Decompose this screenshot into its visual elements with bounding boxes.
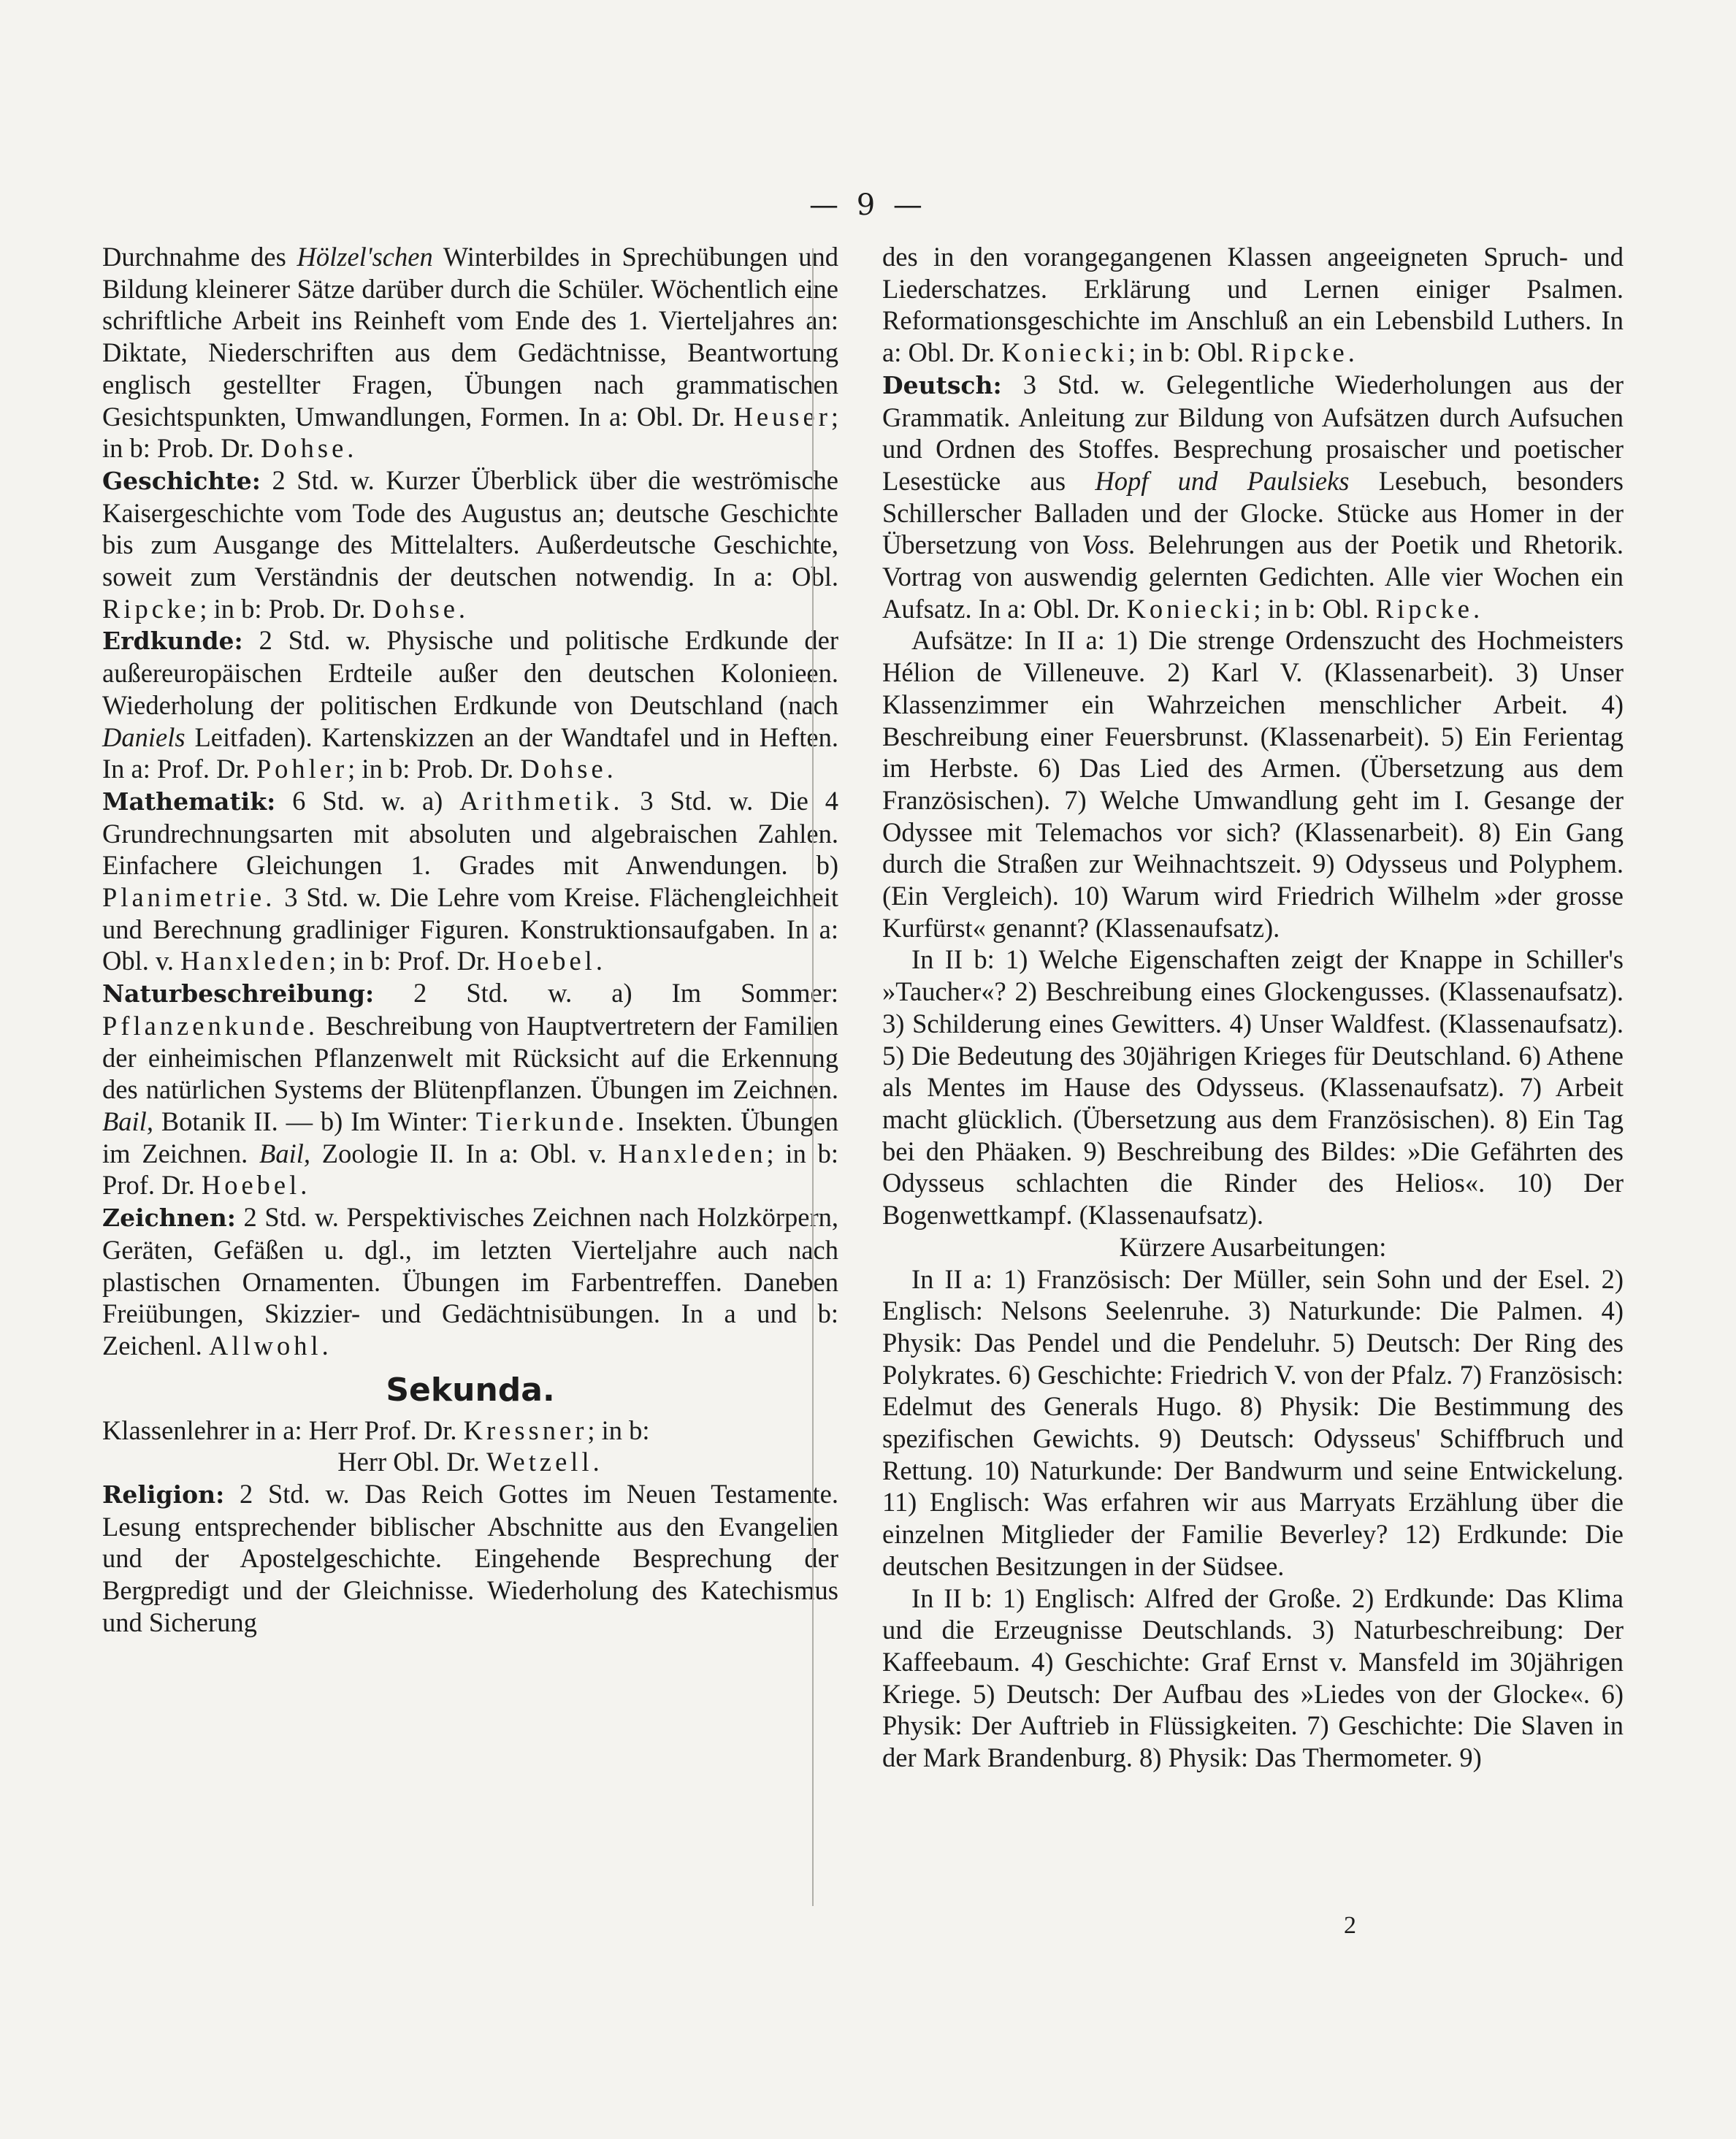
- paragraph-deutsch: [882, 369, 1624, 625]
- klassenlehrer-line-b: [102, 1446, 838, 1478]
- teacher-name: Dohse.: [372, 593, 470, 624]
- teacher-name: Dohse.: [520, 754, 617, 784]
- paragraph-mathematik: [102, 785, 838, 977]
- text: Winterbildes in Sprechübungen und Bildung kleinerer Sätze darüber durch die Schüler. Wöchentlich eine schriftliche Arbeit ins Reinheft vom Ende des 1. Vierteljahres an: Diktate, Niederschriften aus dem Gedächtnisse, Beantwortung englisch gestellter Fragen, Übungen nach grammatischen Gesichtspunkten, Umwandlungen, Formen. In a: Obl. Dr.: [102, 242, 838, 432]
- paragraph-kurzere-b: In II b: 1) Englisch: Alfred der Große. 2) Erdkunde: Das Klima und die Erzeugnisse Deutschlands. 3) Naturbeschreibung: Der Kaffeebaum. 4) Geschichte: Graf Ernst v. Mansfeld im 30jährigen Kriege. 5) Deutsch: Der Aufbau des »Liedes von der Glocke«. 6) Physik: Der Auftrieb in Flüssigkeiten. 7) Geschichte: Die Slaven in der Mark Brandenburg. 8) Physik: Das Thermometer. 9): [882, 1583, 1624, 1773]
- page-number: — 9 —: [809, 188, 927, 222]
- topic-label: Planimetrie.: [102, 882, 276, 913]
- teacher-name: Hoebel.: [497, 946, 606, 976]
- book-author: Voss.: [1082, 529, 1136, 560]
- book-author: Daniels: [102, 722, 186, 752]
- text: ; in b: Prof. Dr.: [329, 946, 491, 976]
- text: Zoologie II. In a: Obl. v.: [321, 1138, 607, 1168]
- teacher-name: Ripcke: [102, 593, 200, 624]
- teacher-name: Dohse.: [261, 433, 358, 464]
- topic-label: Arithmetik.: [459, 785, 624, 816]
- teacher-name: Pohler: [256, 754, 348, 784]
- text: des in den vorangegangenen Klassen angeeigneten Spruch- und Liederschatzes. Erklärung und Lernen einiger Psalmen. Reformationsgeschichte im Anschluß an ein Lebensbild Luthers. In a: Obl. Dr.: [882, 242, 1624, 368]
- subject-label: Erdkunde:: [102, 627, 243, 656]
- subject-label: Deutsch:: [882, 370, 1002, 399]
- text: Klassenlehrer in a: Herr Prof. Dr.: [102, 1415, 457, 1445]
- text: ; in b: Prof. Dr.: [102, 1138, 839, 1201]
- right-column: [882, 241, 1624, 1774]
- text: 2 Std. w. Physische und politische Erdkunde der außereuropäischen Erdteile außer den deutschen Kolonieen. Wiederholung der politischen Erdkunde von Deutschland (nach: [102, 625, 839, 720]
- text: 2 Std. w. a) Im Sommer:: [413, 978, 838, 1009]
- teacher-name: Hanxleden: [618, 1138, 767, 1168]
- paragraph-zeichnen: [102, 1201, 838, 1362]
- column-divider: [812, 248, 814, 1906]
- text: ; in b:: [587, 1415, 650, 1445]
- text: 3 Std. w. Die Lehre vom Kreise. Flächengleichheit und Berechnung gradliniger Figuren. Konstruktionsaufgaben. In a: Obl. v.: [102, 882, 839, 976]
- paragraph-naturbeschreibung: [102, 977, 838, 1201]
- book-author: Bail,: [259, 1138, 310, 1168]
- teacher-name: Hanxleden: [180, 946, 329, 976]
- text: Botanik II. — b) Im Winter:: [161, 1106, 468, 1136]
- text: 3 Std. w. Gelegentliche Wiederholungen aus der Grammatik. Anleitung zur Bildung von Aufsätzen durch Aufsuchen und Ordnen des Stoffes. Besprechung prosaischer und poetischer Lesestücke aus: [882, 369, 1624, 496]
- text: 2 Std. w. Perspektivisches Zeichnen nach Holzkörpern, Geräten, Gefäßen u. dgl., im letzten Vierteljahre auch nach plastischen Ornamenten. Übungen im Farbentreffen. Daneben Freiübungen, Skizzier- und Gedächtnisübungen. In a und b: Zeichenl.: [102, 1202, 838, 1361]
- section-heading-sekunda: Sekunda.: [386, 1371, 555, 1409]
- text: Beschreibung von Hauptvertretern der Familien der einheimischen Pflanzenwelt mit Rücksicht auf die Erkennung des natürlichen Systems der Blütenpflanzen. Übungen im Zeichnen.: [102, 1010, 838, 1105]
- subject-label: Naturbeschreibung:: [102, 979, 375, 1009]
- text: Herr Obl. Dr.: [337, 1447, 480, 1477]
- text: ; in b: Obl.: [1128, 337, 1244, 368]
- teacher-name: Hoebel.: [201, 1170, 311, 1201]
- signature-mark: 2: [1344, 1912, 1356, 1939]
- teacher-name: Ripcke.: [1375, 593, 1484, 624]
- text: Insekten. Übungen im Zeichnen.: [102, 1106, 839, 1168]
- paragraph-aufsaetze-b: In II b: 1) Welche Eigenschaften zeigt der Knappe in Schiller's »Taucher«? 2) Beschreibung eines Glockengusses. (Klassenaufsatz). 3) Schilderung eines Gewitters. 4) Unser Waldfest. (Klassenaufsatz). 5) Die Bedeutung des 30jährigen Krieges für Deutschland. 6) Athene als Mentes im Hause des Odysseus. (Klassenaufsatz). 7) Arbeit macht glücklich. (Übersetzung aus dem Französischen). 8) Ein Tag bei den Phäaken. 9) Beschreibung des Bildes: »Die Gefährten des Odysseus schlachten die Rinder des Helios«. 10) Der Bogenwettkampf. (Klassenaufsatz).: [882, 944, 1624, 1231]
- teacher-name: Allwohl.: [208, 1330, 332, 1361]
- text: ; in b: Prob. Dr.: [102, 401, 839, 464]
- klassenlehrer-line: [102, 1415, 838, 1447]
- person-name: Hölzel'schen: [297, 242, 433, 272]
- teacher-name: Wetzell.: [486, 1447, 603, 1477]
- paragraph-geschichte: [102, 464, 838, 625]
- teacher-name: Ripcke.: [1250, 337, 1358, 368]
- text: 2 Std. w. Kurzer Überblick über die weströmische Kaisergeschichte vom Tode des Augustus an; deutsche Geschichte bis zum Ausgange des Mittelalters. Außerdeutsche Geschichte, soweit zum Verständnis der deutschen notwendig. In a: Obl.: [102, 464, 839, 592]
- subheading-kurzere-ausarbeitungen: Kürzere Ausarbeitungen:: [1119, 1231, 1387, 1262]
- subject-label: Geschichte:: [102, 466, 261, 495]
- topic-label: Pflanzenkunde.: [102, 1010, 319, 1041]
- text: 2 Std. w. Das Reich Gottes im Neuen Testamente. Lesung entsprechender biblischer Abschnitte aus den Evangelien und der Apostelgeschichte. Eingehende Besprechung der Bergpredigt und der Gleichnisse. Wiederholung des Katechismus und Sicherung: [102, 1479, 839, 1637]
- teacher-name: Heuser: [733, 401, 831, 432]
- paragraph-kurzere-a: In II a: 1) Französisch: Der Müller, sein Sohn und der Esel. 2) Englisch: Nelsons Seelenruhe. 3) Naturkunde: Die Palmen. 4) Physik: Das Pendel und die Pendeluhr. 5) Deutsch: Der Ring des Polykrates. 6) Geschichte: Friedrich V. von der Pfalz. 7) Französisch: Edelmut des Generals Hugo. 8) Physik: Die Bestimmung des spezifischen Gewichts. 9) Deutsch: Odysseus' Schiffbruch und Rettung. 10) Naturkunde: Der Bandwurm und seine Entwickelung. 11) Englisch: Was erfahren wir aus Marryats Erzählung über die einzelnen Mitglieder der Familie Beverley? 12) Erdkunde: Die deutschen Besitzungen in der Südsee.: [882, 1263, 1624, 1581]
- teacher-name: Koniecki: [1126, 593, 1254, 624]
- text: ; in b: Prob. Dr.: [348, 754, 514, 784]
- left-column: [102, 241, 838, 1639]
- topic-label: Tierkunde.: [475, 1106, 628, 1136]
- paragraph-aufsaetze-a: Aufsätze: In II a: 1) Die strenge Ordenszucht des Hochmeisters Hélion de Villeneuve. 2) Karl V. (Klassenarbeit). 3) Unser Klassenzimmer ein Wahrzeichen menschlicher Arbeit. 4) Beschreibung einer Feuersbrunst. (Klassenarbeit). 5) Ein Ferientag im Herbste. 6) Das Lied des Armen. (Übersetzung aus dem Französischen). 7) Welche Umwandlung geht im I. Gesange der Odyssee mit Telemachos vor sich? (Klassenarbeit). 8) Ein Gang durch die Straßen zur Weihnachtszeit. 9) Odysseus und Polyphem. (Ein Vergleich). 10) Warum wird Friedrich Wilhelm »der grosse Kurfürst« genannt? (Klassenaufsatz).: [882, 625, 1624, 943]
- text: ; in b: Obl.: [1253, 593, 1369, 624]
- teacher-name: Koniecki: [1001, 337, 1129, 368]
- text: ; in b: Prob. Dr.: [199, 593, 366, 624]
- subject-label: Mathematik:: [102, 787, 276, 816]
- book-author: Hopf und Paulsieks: [1095, 465, 1350, 496]
- teacher-name: Kressner: [463, 1415, 588, 1445]
- subject-label: Zeichnen:: [102, 1204, 236, 1233]
- paragraph-erdkunde: [102, 624, 838, 785]
- paragraph-religion-continued: [882, 241, 1624, 369]
- book-author: Bail,: [102, 1106, 153, 1136]
- text: Leitfaden). Kartenskizzen an der Wandtafel und in Heften. In a: Prof. Dr.: [102, 722, 839, 784]
- text: 3 Std. w. Die 4 Grundrechnungsarten mit absoluten und algebraischen Zahlen. Einfachere Gleichungen 1. Grades mit Anwendungen. b): [102, 785, 838, 881]
- subject-label: Religion:: [102, 1480, 225, 1509]
- text: Belehrungen aus der Poetik und Rhetorik. Vortrag von auswendig gelernten Gedichten. Alle vier Wochen ein Aufsatz. In a: Obl. Dr.: [882, 529, 1624, 624]
- text: Durchnahme des: [102, 242, 286, 272]
- text: 6 Std. w. a): [292, 785, 443, 816]
- text: Lesebuch, besonders Schillerscher Balladen und der Glocke. Stücke aus Homer in der Übersetzung von: [882, 465, 1624, 560]
- paragraph-englisch-continued: [102, 241, 838, 464]
- paragraph-religion: [102, 1478, 838, 1639]
